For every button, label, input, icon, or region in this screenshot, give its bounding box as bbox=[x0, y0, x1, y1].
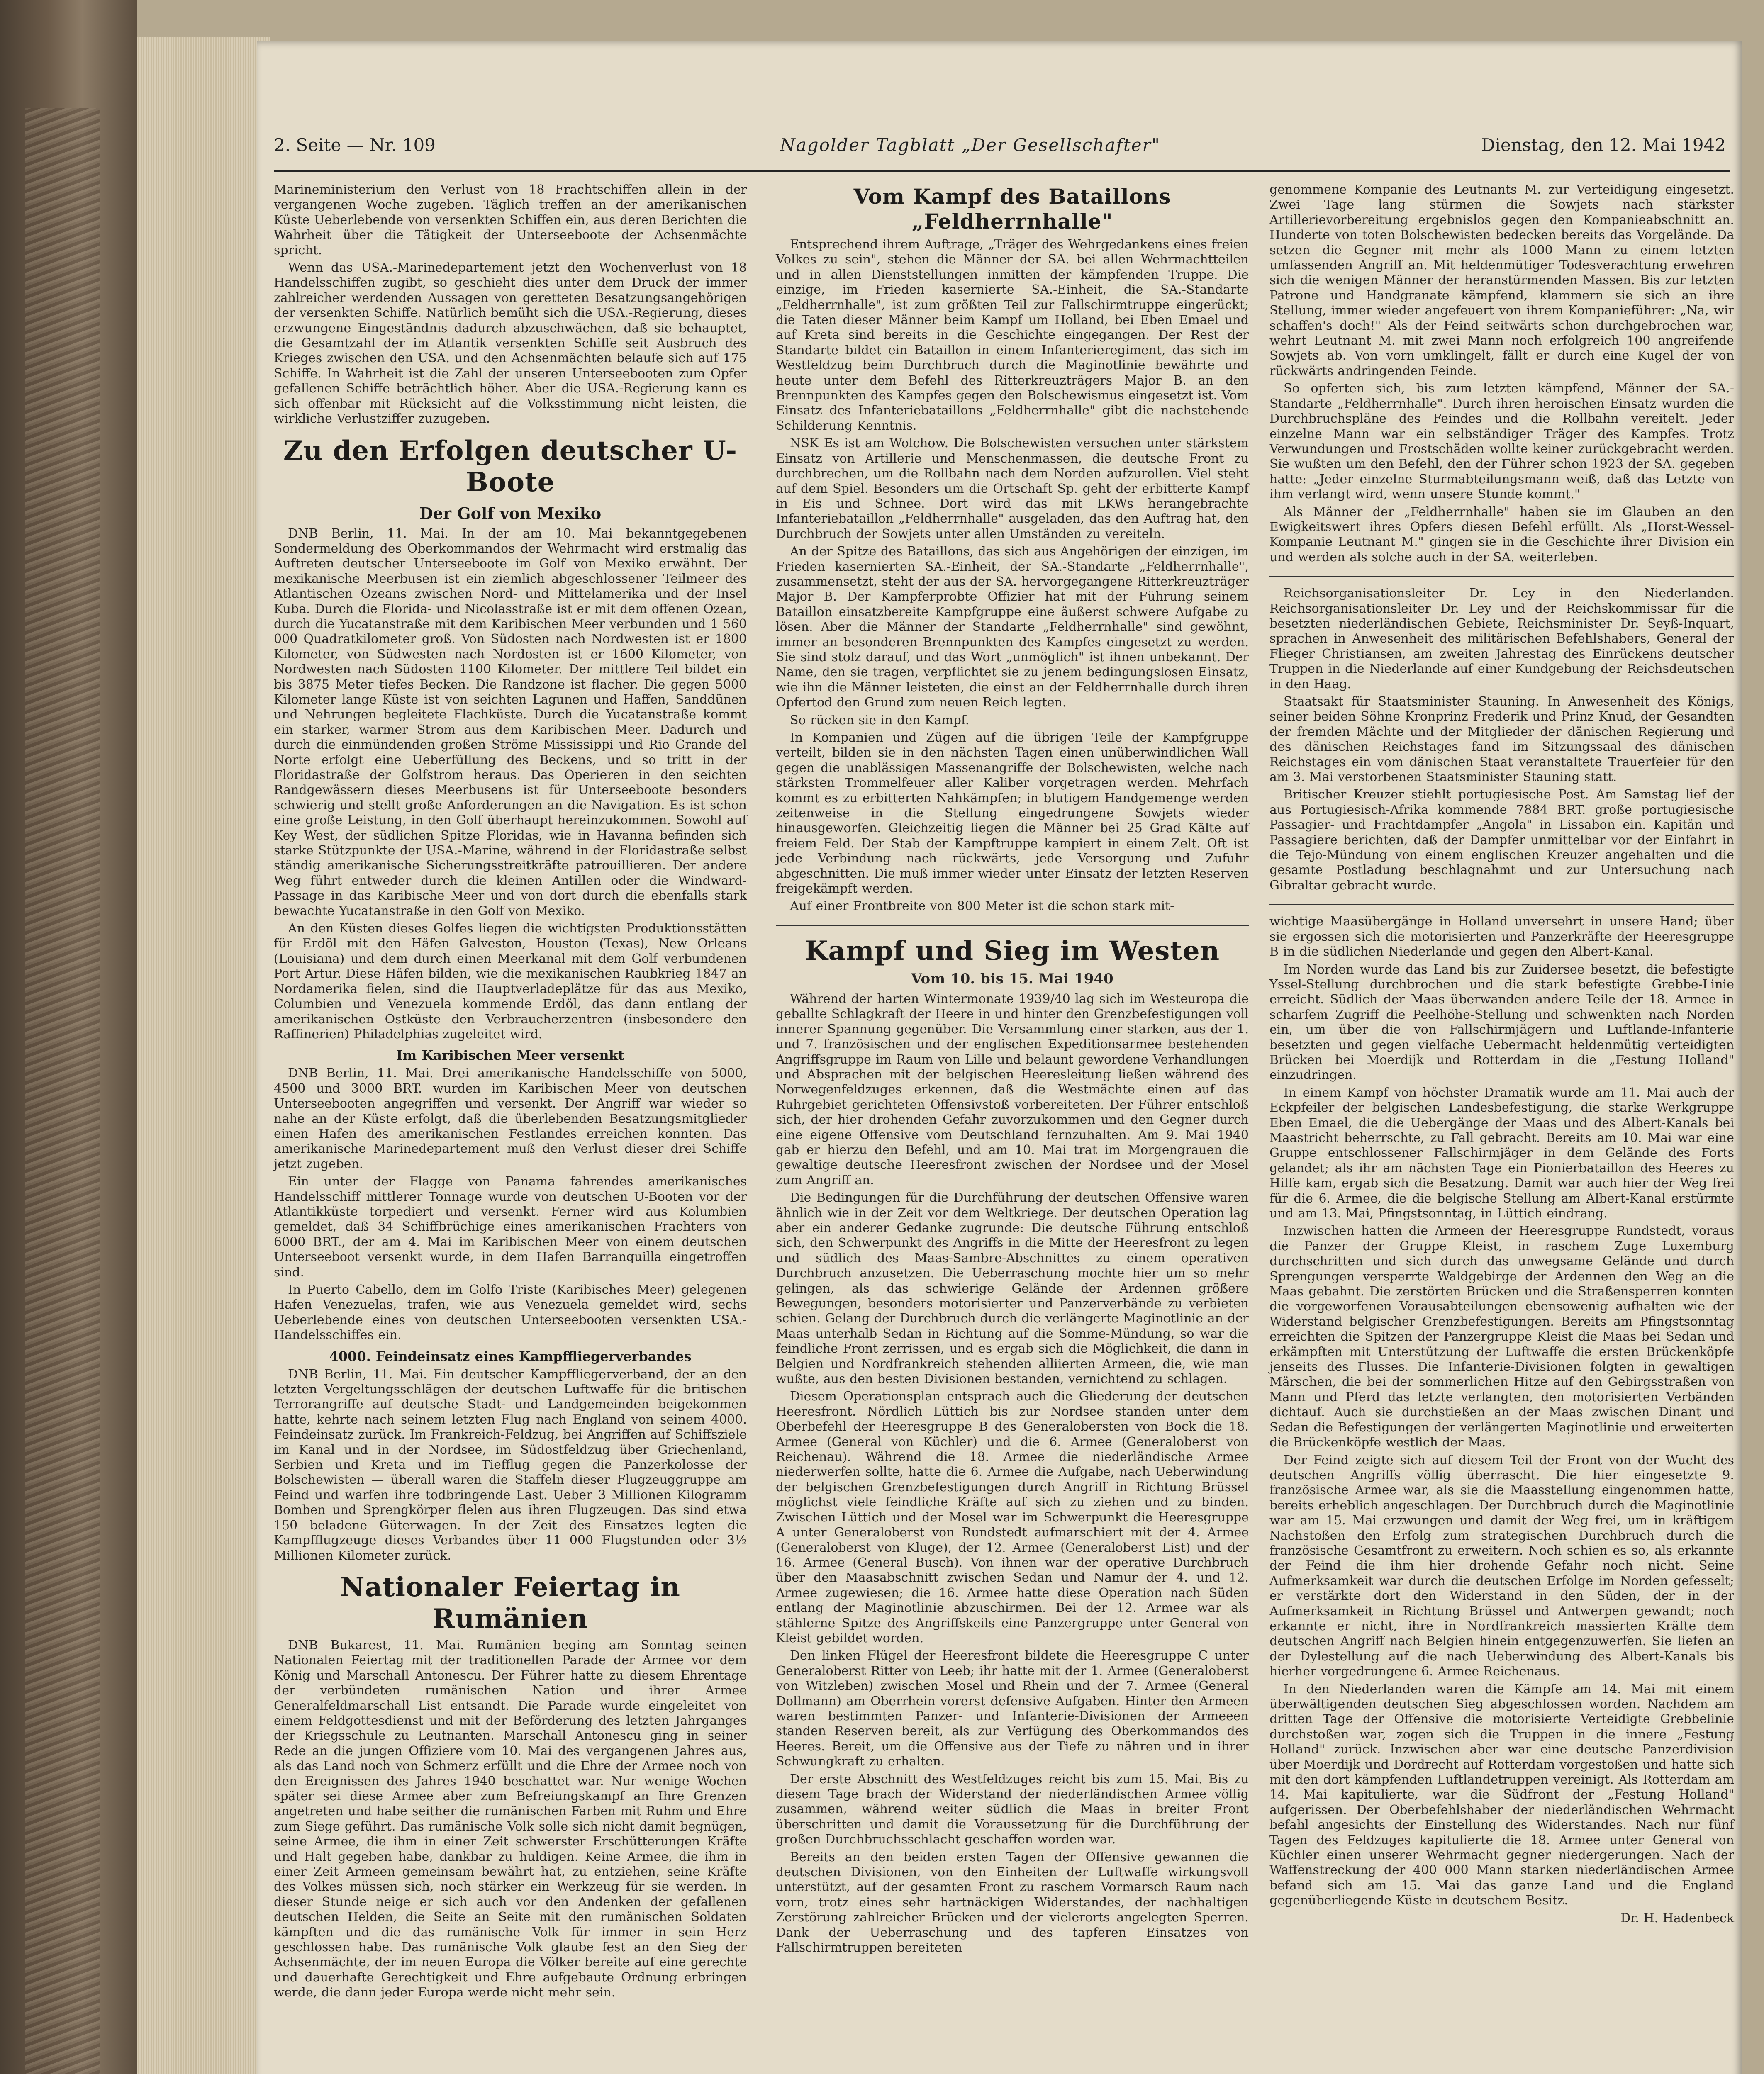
article-text: Als Männer der „Feldherrnhalle" haben sie im Glauben an den Ewigkeitswert ihres Opfers diesen Befehl erfüllt. Als „Horst-Wessel-Kompanie Leutnant M." gingen sie in die Geschichte ihrer Division ein und werden als solche auch in der SA. weiterleben. bbox=[1269, 504, 1734, 565]
news-brief: Reichsorganisationsleiter Dr. Ley in den Niederlanden. Reichsorganisationsleiter Dr. Ley und der Reichskommissar für die besetzten niederländischen Gebiete, Reichsminister Dr. Seyß-Inquart, sprachen in Anwesenheit des militärischen Befehlshabers, General der Flieger Christiansen, am zweiten Jahrestag des Einrückens deutscher Truppen in die Niederlande auf einer Kundgebung der Reichsdeutschen in den Haag. bbox=[1269, 586, 1734, 691]
article-text: Die Bedingungen für die Durchführung der deutschen Offensive waren ähnlich wie in der Zeit vor dem Weltkriege. Der deutschen Operation lag aber ein anderer Gedanke zugrunde: Die deutsche Führung entschloß sich, den Schwerpunkt des Angriffs in die Mitte der Heeresfront zu legen und südlich des Maas-Sambre-Abschnittes zu einem operativen Durchbruch anzusetzen. Die Ueberraschung mochte hier um so mehr gelingen, als das schwierige Gelände der Ardennen größere Bewegungen, besonders motorisierter und Panzerverbände zu verbieten schien. Gelang der Durchbruch durch die verlängerte Maginotlinie an der Maas unterhalb Sedan in Richtung auf die Somme-Mündung, so war die feindliche Front zerrissen, und es ergab sich die Möglichkeit, die dann in Belgien und Nordfrankreich stehenden alliierten Armeen, die, wie man wußte, aus den besten Divisionen bestanden, vernichtend zu schlagen. bbox=[776, 1190, 1249, 1387]
column-3 bbox=[1269, 183, 1734, 1926]
article-text: Auf einer Frontbreite von 800 Meter ist die schon stark mit- bbox=[790, 899, 1174, 914]
headline: Nationaler Feiertag in Rumänien bbox=[340, 1571, 680, 1634]
article-text: So rücken sie in den Kampf. bbox=[790, 713, 970, 728]
marbled-edge bbox=[25, 108, 100, 2074]
column-1 bbox=[274, 183, 747, 2003]
article-text: DNB Berlin, 11. Mai. Ein deutscher Kampffliegerverband, der an den letzten Vergeltungsschlägen der deutschen Luftwaffe für die britischen Terrorangriffe auf deutsche Stadt- und Landgemeinden beigekommen hatte, kehrte nach seinem letzten Flug nach England von seinem 4000. Feindeinsatz zurück. Im Frankreich-Feldzug, bei Angriffen auf Schiffsziele im Kanal und in der Nordsee, im Südostfeldzug über Griechenland, Serbien und Kreta und im Tiefflug gegen die Panzerkolosse der Bolschewisten — überall waren die Staffeln dieser Flugzeuggruppe am Feind und warfen ihre todbringende Last. Ueber 3 Millionen Kilogramm Bomben und Sprengkörper flelen aus ihren Flugzeugen. Das sind etwa 150 beladene Güterwagen. In der Zeit des Einsatzes legten die Kampfflugzeuge dieses Verbandes über 11 000 Flugstunden oder 3½ Millionen Kilometer zurück. bbox=[274, 1367, 747, 1563]
article-text: genommene Kompanie des Leutnants M. zur Verteidigung eingesetzt. Zwei Tage lang stürmen die Sowjets nach stärkster Artillerievorbereitung ergebnislos gegen den Kompanieabschnitt an. Hunderte von toten Bolschewisten bedecken bereits das Vorgelände. Da setzen die Gegner mit mehr als 1000 Mann zu einem letzten umfassenden Angriff an. Mit heldenmütiger Todesverachtung erwehren sich die wenigen Männer der heranstürmenden Massen. Bis zur letzten Patrone und Handgranate kämpfend, klammern sie sich an ihre Stellung, immer wieder angefeuert von ihrem Kompanieführer: „Na, wir schaffen's doch!" Als der Feind seitwärts schon durchgebrochen war, wehrt Leutnant M. mit zwei Mann noch erfolgreich 100 angreifende Sowjets ab. Von vorn umklingelt, fällt er durch eine Kugel der von rückwärts andringenden Feinde. bbox=[1269, 183, 1734, 378]
article-text: Der Feind zeigte sich auf diesem Teil der Front von der Wucht des deutschen Angriffs völlig überrascht. Die hier eingesetzte 9. französische Armee war, als sie die Maasstellung eingenommen hatte, bereits erheblich angeschlagen. Der Durchbruch durch die Maginotlinie war am 15. Mai erzwungen und damit der Weg frei, um in kräftigem Nachstoßen den Erfolg zum strategischen Durchbruch durch die französische Gesamtfront zu erweitern. Noch schien es so, als erkannte der Feind die ihm hier drohende Gefahr noch nicht. Seine Aufmerksamkeit war durch die deutschen Erfolge im Norden gefesselt; er verstärkte dort den Widerstand in den Süden, der in der Aufmerksamkeit in Richtung Brüssel und Antwerpen gewandt; noch erkannte er nicht, ihre in Nordfrankreich massierten Kräfte dem deutschen Angriff nach Belgien hinein entgegenzuwerfen. Sie liefen an der Dylestellung auf die nach Ueberwindung des Albert-Kanals bis hierher vorgedrungene 6. Armee Reichenaus. bbox=[1269, 1453, 1734, 1679]
article-text: DNB Berlin, 11. Mai. In der am 10. Mai bekanntgegebenen Sondermeldung des Oberkommandos der Wehrmacht wird erstmalig das Auftreten deutscher Unterseeboote im Golf von Mexiko erwähnt. Der mexikanische Meerbusen ist ein ziemlich abgeschlossener Teilmeer des Atlantischen Ozeans zwischen Nord- und Mittelamerika und der Insel Kuba. Durch die Florida- und Nicolasstraße ist er mit dem offenen Ozean, durch die Yucatanstraße mit dem Karibischen Meer verbunden und 1 560 000 Quadratkilometer groß. Von Südosten nach Nordwesten ist er 1800 Kilometer, von Südwesten nach Nordosten ist er 1600 Kilometer, von Nordwesten nach Südosten 1100 Kilometer. Der mittlere Teil bildet ein bis 3875 Meter tiefes Becken. Die Randzone ist flacher. Die gegen 5000 Kilometer lange Küste ist von seichten Lagunen und Haffen, Sanddünen und Nehrungen begleitete Flachküste. Durch die Yucatanstraße kommt ein starker, warmer Strom aus dem Karibischen Meer. Dadurch und durch die einmündenden großen Ströme Mississippi und Rio Grande del Norte erfolgt eine Ueberfüllung des Beckens, und so tritt in der Floridastraße der Golfstrom heraus. Das Operieren in den seichten Randgewässern dieses Meerbusens ist für Unterseeboote besonders schwierig und stellt große Anforderungen an die Navigation. Es ist schon eine große Leistung, in den Golf überhaupt hereinzukommen. Sowohl auf Key West, der südlichen Spitze Floridas, wie in Havanna befinden sich starke Stützpunkte der USA.-Marine, während in der Floridastraße selbst ständig amerikanische Sicherungsstreitkräfte patrouillieren. Der andere Weg führt entweder durch die kleinen Antillen oder die Windward-Passage in das Karibische Meer und von dort durch die ebenfalls stark bewachte Yucatanstraße in den Golf von Mexiko. bbox=[274, 526, 747, 918]
issue-date: Dienstag, den 12. Mai 1942 bbox=[1481, 135, 1726, 155]
article-text: An der Spitze des Bataillons, das sich aus Angehörigen der einzigen, im Frieden kasernierten SA.-Einheit, der SA.-Standarte „Feldherrnhalle", zusammensetzt, steht der aus der SA. hervorgegangene Ritterkreuzträger Major B. Der Kampferprobte Offizier hat mit der Führung seinem Bataillon einsatzbereite Kampfgruppe eine äußerst schwere Aufgabe zu lösen. Aber die Männer der Standarte „Feldherrnhalle" sind gewöhnt, immer an besonderen Brennpunkten des Kampfes eingesetzt zu werden. Sie sind stolz darauf, und das Wort „unmöglich" ist ihnen unbekannt. Der Name, den sie tragen, verpflichtet sie zu jenem bedingungslosen Einsatz, wie ihn die Männer leisteten, die einst an der Feldherrnhalle durch ihren Opfertod den Grund zum neuen Reich legten. bbox=[776, 544, 1249, 710]
article-text: Entsprechend ihrem Auftrage, „Träger des Wehrgedankens eines freien Volkes zu sein", stehen die Männer der SA. bei allen Wehrmachtteilen und in allen Dienststellungen inmitten der kämpfenden Truppe. Die einzige, im Frieden kasernierte SA.-Einheit, die SA.-Standarte „Feldherrnhalle", ist zum größten Teil zur Fallschirmtruppe eingerückt; die Taten dieser Männer beim Kampf um Holland, bei Eben Emael und auf Kreta sind bereits in die Geschichte eingegangen. Der Rest der Standarte bildet ein Bataillon in einem Infanterieregiment, das sich im Westfeldzug beim Durchbruch durch die Maginotlinie bewährte und heute unter dem Befehl des Ritterkreuzträgers Major B. an den Brennpunkten des Kampfes gegen den Bolschewismus eingesetzt ist. Vom Einsatz des Infanteriebataillons „Feldherrnhalle" gibt die nachstehende Schilderung Kenntnis. bbox=[776, 237, 1249, 433]
article-text: Marineministerium den Verlust von 18 Frachtschiffen allein in der vergangenen Woche zugeben. Täglich treffen an der amerikanischen Küste Ueberlebende von versenkten Schiffen ein, aus deren Berichten die Wahrheit über die Tätigkeit der Unterseeboote der Achsenmächte spricht. bbox=[274, 183, 747, 258]
article-text: Inzwischen hatten die Armeen der Heeresgruppe Rundstedt, voraus die Panzer der Gruppe Kleist, in raschem Zuge Luxemburg durchschritten und sich durch das unwegsame Gelände und durch Sprengungen versperrte Waldgebirge der Ardennen den Weg an die Maas gebahnt. Die zerstörten Brücken und die Straßensperren konnten die vorgeworfenen Vorausabteilungen ebensowenig aufhalten wie der Widerstand belgischer Grenzbefestigungen. Bereits am Pfingstsonntag erreichten die Spitzen der Panzergruppe Kleist die Maas bei Sedan und erkämpften mit Unterstützung der Luftwaffe die ersten Brückenköpfe jenseits des Flusses. Die Infanterie-Divisionen folgten in gewaltigen Märschen, die bei der sommerlichen Hitze auf den Gebirgsstraßen von Mann und Pferd das letzte verlangten, den motorisierten Verbänden dichtauf. Auch sie durchstießen an der Maas zwischen Dinant und Sedan die Befestigungen der verlängerten Maginotlinie und erweiterten die Brückenköpfe westlich der Maas. bbox=[1269, 1224, 1734, 1450]
news-brief: Britischer Kreuzer stiehlt portugiesische Post. Am Samstag lief der aus Portugiesisch-Afrika kommende 7884 BRT. große portugiesische Passagier- und Frachtdampfer „Angola" in Lissabon ein. Kapitän und Passagiere berichten, daß der Dampfer unmittelbar vor der Einfahrt in die Tejo-Mündung von einem englischen Kreuzer angehalten und die gesamte Postladung beschlagnahmt und zur Untersuchung nach Gibraltar gebracht wurde. bbox=[1269, 787, 1734, 893]
section-divider bbox=[1269, 576, 1734, 577]
subheadline: Der Golf von Mexiko bbox=[419, 504, 602, 523]
newspaper-page bbox=[257, 41, 1742, 2074]
article-text: In Puerto Cabello, dem im Golfo Triste (Karibisches Meer) gelegenen Hafen Venezuelas, trafen, wie aus Venezuela gemeldet wird, sechs Ueberlebende eines von deutschen Unterseebooten versenkten USA.-Handelsschiffes ein. bbox=[274, 1283, 747, 1343]
column-2 bbox=[776, 183, 1249, 1958]
headline: Vom Kampf des Bataillons „Feldherrnhalle" bbox=[853, 184, 1171, 234]
section-divider bbox=[776, 925, 1249, 926]
article-text: In einem Kampf von höchster Dramatik wurde am 11. Mai auch der Eckpfeiler der belgischen Landesbefestigung, die starke Werkgruppe Eben Emael, die die Uebergänge der Maas und des Albert-Kanals bei Maastricht beherrschte, zu Fall gebracht. Bereits am 10. Mai war eine Gruppe entschlossener Fallschirmjäger in dem Gelände des Forts gelandet; als ihr am nächsten Tage ein Pionierbataillon des Heeres zu Hilfe kam, ergab sich die Besatzung. Damit war auch hier der Weg frei für die 6. Armee, die die belgische Stellung am Albert-Kanal erstürmte und am 13. Mai, Pfingstsonntag, in Lüttich eindrang. bbox=[1269, 1085, 1734, 1221]
article-text: DNB Berlin, 11. Mai. Drei amerikanische Handelsschiffe von 5000, 4500 und 3000 BRT. wurden im Karibischen Meer von deutschen Unterseebooten angegriffen und versenkt. Der Angriff war wieder so nahe an der Küste erfolgt, daß die überlebenden Besatzungsmitglieder einen Hafen des amerikanischen Festlandes erreichen konnten. Das amerikanische Marinedepartement muß den Verlust dieser drei Schiffe jetzt zugeben. bbox=[274, 1066, 747, 1171]
page-number: 2. Seite — Nr. 109 bbox=[274, 135, 436, 155]
page-stack-edges bbox=[137, 37, 270, 2074]
article-text: wichtige Maasübergänge in Holland unversehrt in unsere Hand; über sie ergossen sich die motorisierten und Panzerkräfte der Heeresgruppe B in die südlichen Niederlande und gegen den Albert-Kanal. bbox=[1269, 914, 1734, 959]
article-text: NSK Es ist am Wolchow. Die Bolschewisten versuchen unter stärkstem Einsatz von Artillerie und Menschenmassen, die deutsche Front zu durchbrechen, um die Rollbahn nach dem Norden aufzurollen. Viel steht auf dem Spiel. Besonders um die Ortschaft Sp. geht der erbitterte Kampf in Eis und Schnee. Dort wird das mit LKWs herangebrachte Infanteriebataillon „Feldherrnhalle" ausgeladen, das den Auftrag hat, den Durchbruch der Sowjets unter allen Umständen zu vereiteln. bbox=[776, 436, 1249, 541]
section-divider bbox=[1269, 904, 1734, 905]
article-text: So opferten sich, bis zum letzten kämpfend, Männer der SA.-Standarte „Feldherrnhalle". Durch ihren heroischen Einsatz wurden die Durchbruchspläne des Feindes und die Rollbahn vereitelt. Jeder einzelne Mann war ein selbständiger Träger des Kampfes. Trotz Verwundungen und Frostschäden wollte keiner zurückgebracht werden. Sie wußten um den Befehl, den der Führer schon 1923 der SA. gegeben hatte: „Jeder einzelne Sturmabteilungsmann weiß, daß das Letzte von ihm verlangt wird, wenn unsere Stunde kommt." bbox=[1269, 381, 1734, 502]
article-text: Bereits an den beiden ersten Tagen der Offensive gewannen die deutschen Divisionen, von den Einheiten der Luftwaffe wirkungsvoll unterstützt, auf der gesamten Front zu raschem Vormarsch Raum nach vorn, trotz eines sehr hartnäckigen Widerstandes, der nachhaltigen Zerstörung zahlreicher Brücken und der vielerorts angelegten Sperren. Dank der Ueberraschung und des tapferen Einsatzes von Fallschirmtruppen bereiteten bbox=[776, 1850, 1249, 1955]
subheadline: Im Karibischen Meer versenkt bbox=[396, 1047, 624, 1064]
article-text: Ein unter der Flagge von Panama fahrendes amerikanisches Handelsschiff mittlerer Tonnage wurde von deutschen U-Booten vor der Atlantikküste torpediert und versenkt. Ferner wird aus Kolumbien gemeldet, daß 34 Schiffbrüchige eines amerikanischen Frachters von 6000 BRT., der am 4. Mai im Karibischen Meer von einem deutschen Unterseeboot versenkt wurde, in dem Hafen Barranquilla eingetroffen sind. bbox=[274, 1174, 747, 1280]
article-text: In den Niederlanden waren die Kämpfe am 14. Mai mit einem überwältigenden deutschen Sieg abgeschlossen worden. Nachdem am dritten Tage der Offensive die motorisierte Verteidigte Grebbelinie durchstoßen war, zogen sich die Truppen in die innere „Festung Holland" zurück. Inzwischen aber war eine deutsche Panzerdivision über Moerdijk und Dordrecht auf Rotterdam vorgestoßen und hatte sich mit den dort kämpfenden Luftlandetruppen vereinigt. Als Rotterdam am 14. Mai kapitulierte, war die Südfront der „Festung Holland" aufgerissen. Der Oberbefehlshaber der niederländischen Wehrmacht befahl angesichts der Einstellung des Widerstandes. Nach nur fünf Tagen des Feldzuges kapitulierte die 18. Armee unter General von Küchler einen unserer Wehrmacht gegner niedergerungen. Nach der Waffenstreckung der 400 000 Mann starken niederländischen Armee befand sich am 15. Mai das ganze Land und die England gegenüberliegende Küste in deutschem Besitz. bbox=[1269, 1682, 1734, 1908]
article-text: Den linken Flügel der Heeresfront bildete die Heeresgruppe C unter Generaloberst Ritter von Leeb; ihr hatte mit der 1. Armee (Generaloberst von Witzleben) zwischen Mosel und Rhein und der 7. Armee (General Dollmann) am Oberrhein vorerst defensive Aufgaben. Hinter den Armeen waren bestimmten Panzer- und Infanterie-Divisionen der Armeeen standen Reserven bereit, als zur Verfügung des Oberkommandos des Heeres. Bereit, um die Offensive aus der Tiefe zu nähren und in ihrer Schwungkraft zu erhalten. bbox=[776, 1648, 1249, 1769]
article-text: DNB Bukarest, 11. Mai. Rumänien beging am Sonntag seinen Nationalen Feiertag mit der traditionellen Parade der Armee vor dem König und Marschall Antonescu. Der Führer hatte zu diesem Ehrentage der verbündeten rumänischen Nation und ihrer Armee Generalfeldmarschall List entsandt. Die Parade wurde eingeleitet von einem Feldgottesdienst und mit der Beförderung des letzten Jahrganges der Kriegsschule zu Leutnanten. Marschall Antonescu ging in seiner Rede an die jungen Offiziere vom 10. Mai des vergangenen Jahres aus, als das Land noch von Schmerz erfüllt und die Ehre der Armee noch von den Ereignissen des Jahres 1940 beschattet war. Nur wenige Wochen später sei diese Armee aber zum Befreiungskampf an Ihre Grenzen angetreten und habe seither die rumänischen Farben mit Ruhm und Ehre zum Siege geführt. Das rumänische Volk solle sich nicht damit begnügen, seine Armee, die ihm in einer Zeit schwerster Erschütterungen Kräfte und Halt gegeben habe, dankbar zu huldigen. Keine Armee, die ihm in einer Zeit Armeen gemeinsam bewährt hat, zu entziehen, seine Kräfte des Volkes müssen sich, noch stärker ein Werkzeug für sie werden. In dieser Stunde neige er sich auch vor den Andenken der gefallenen deutschen Helden, die Seite an Seite mit den rumänischen Soldaten kämpften und die das rumänische Volk für immer in sein Herz geschlossen habe. Das rumänische Volk glaube fest an den Sieg der Achsenmächte, der im neuen Europa die Völker bereite auf eine gerechte und dauerhafte Gerechtigkeit und Ehre aufgebaute Ordnung erbringen werde, die dann jeder Europa werde nicht mehr sein. bbox=[274, 1638, 747, 2000]
article-text: Während der harten Wintermonate 1939/40 lag sich im Westeuropa die geballte Schlagkraft der Heere in und hinter den Grenzbefestigungen voll innerer Spannung gegenüber. Die Versammlung einer starken, aus der 1. und 7. französischen und der englischen Expeditionsarmee bestehenden Angriffsgruppe im Raum von Lille und belaunt gewordene Verhandlungen und Absprachen mit der belgischen Heeresleitung ließen während des Norwegenfeldzuges erkennen, daß die Westmächte einen auf das Ruhrgebiet gerichteten Offensivstoß vorbereiteten. Der Führer entschloß sich, der hier drohenden Gefahr zuvorzukommen und den Gegner durch eine eigene Offensive vom Deutschland fernzuhalten. Am 9. Mai 1940 gab er hierzu den Befehl, und am 10. Mai trat im Morgengrauen die gewaltige deutsche Heeresfront zwischen der Nordsee und der Mosel zum Angriff an. bbox=[776, 991, 1249, 1188]
header-rule bbox=[274, 170, 1730, 172]
news-brief: Staatsakt für Staatsminister Stauning. In Anwesenheit des Königs, seiner beiden Söhne Kronprinz Frederik und Prinz Knud, der Gesandten der fremden Mächte und der Mitglieder der dänischen Regierung und des dänischen Reichstages fand im Sitzungssaal des dänischen Reichstages ein vom dänischen Staat veranstaltete Trauerfeier für den am 3. Mai verstorbenen Staatsminister Stauning statt. bbox=[1269, 694, 1734, 785]
author-signature: Dr. H. Hadenbeck bbox=[1620, 1911, 1734, 1926]
article-text: Im Norden wurde das Land bis zur Zuidersee besetzt, die befestigte Yssel-Stellung durchbrochen und die stark befestigte Grebbe-Linie erreicht. Südlich der Maas überwanden andere Teile der 18. Armee in scharfem Zugriff die Peelhöhe-Stellung und schwenkten nach Norden ein, um über die von Fallschirmjägern und Luftlande-Infanterie besetzten und gegen vielfache Uebermacht heldenmütig verteidigten Brücken bei Moerdijk und Rotterdam in die „Festung Holland" einzudringen. bbox=[1269, 962, 1734, 1083]
masthead: Nagolder Tagblatt „Der Gesellschafter" bbox=[780, 135, 1160, 155]
article-text: An den Küsten dieses Golfes liegen die wichtigsten Produktionsstätten für Erdöl mit den Häfen Galveston, Houston (Texas), New Orleans (Louisiana) und dem durch einen Meerkanal mit dem Golf verbundenen Port Artur. Diese Häfen bilden, wie die mexikanischen Raubkrieg 1847 an Nordamerika fielen, sind die Hauptverladeplätze für das aus Mexiko, Columbien und Venezuela kommende Erdöl, das dann entlang der amerikanischen Ostküste den Verbraucherzentren (insbesondere den Raffinerien) Philadelphias zugeleitet wird. bbox=[274, 921, 747, 1042]
article-text: In Kompanien und Zügen auf die übrigen Teile der Kampfgruppe verteilt, bilden sie in den nächsten Tagen einen unüberwindlichen Wall gegen die unablässigen Massenangriffe der Bolschewisten, welche nach stärksten Trommelfeuer aller Kaliber vorgetragen werden. Mehrfach kommt es zu erbitterten Nahkämpfen; in blutigem Handgemenge werden zeitenweise in die Stellung eingedrungene Sowjets wieder hinausgeworfen. Gleichzeitig liegen die Männer bei 25 Grad Kälte auf freiem Feld. Der Stab der Kampftruppe kampiert in einem Zelt. Oft ist jede Verbindung nach rückwärts, jede Versorgung und Zufuhr abgeschnitten. Die muß immer wieder unter Einsatz der letzten Reserven freigekämpft werden. bbox=[776, 730, 1249, 896]
subheadline: 4000. Feindeinsatz eines Kampffliegerverbandes bbox=[329, 1348, 692, 1364]
headline: Zu den Erfolgen deutscher U-Boote bbox=[283, 435, 738, 498]
article-text: Der erste Abschnitt des Westfeldzuges reicht bis zum 15. Mai. Bis zu diesem Tage brach der Widerstand der niederländischen Armee völlig zusammen, während weiter südlich die Maas in breiter Front überschritten und damit die Voraussetzung für die Durchführung der großen Durchbruchsschlacht geschaffen worden war. bbox=[776, 1772, 1249, 1847]
headline: Kampf und Sieg im Westen bbox=[804, 935, 1220, 966]
article-text: Diesem Operationsplan entsprach auch die Gliederung der deutschen Heeresfront. Nördlich Lüttich bis zur Nordsee standen unter dem Oberbefehl der Heeresgruppe B des Generalobersten von Bock die 18. Armee (General von Küchler) und die 6. Armee (Generaloberst von Reichenau). Während die 18. Armee die niederländische Armee niederwerfen sollte, hatte die 6. Armee die Aufgabe, nach Ueberwindung der belgischen Grenzbefestigungen durch Angriff in Richtung Brüssel möglichst viele feindliche Kräfte auf sich zu ziehen und zu binden. Zwischen Lüttich und der Mosel war im Schwerpunkt die Heeresgruppe A unter Generaloberst von Rundstedt aufmarschiert mit der 4. Armee (Generaloberst von Kluge), der 12. Armee (Generaloberst List) und der 16. Armee (General Busch). Von ihnen war der operative Durchbruch über den Maasabschnitt zwischen Sedan und Namur der 4. und 12. Armee zugewiesen; die 16. Armee hatte diese Operation nach Süden entlang der Maginotlinie abzuschirmen. Bei der 12. Armee war als stählerne Spitze des Angriffskeils eine Panzergruppe unter General von Kleist gebildet worden. bbox=[776, 1389, 1249, 1646]
article-text: Wenn das USA.-Marinedepartement jetzt den Wochenverlust von 18 Handelsschiffen zugibt, so geschieht dies unter dem Druck der immer zahlreicher werdenden Aussagen von geretteten Besatzungsangehörigen der versenkten Schiffe. Natürlich bemüht sich die USA.-Regierung, dieses erzwungene Eingeständnis dadurch abzuschwächen, daß sie behauptet, die Gesamtzahl der im Atlantik versenkten Schiffe seit Ausbruch des Krieges zwischen den USA. und den Achsenmächten belaufe sich auf 175 Schiffe. In Wahrheit ist die Zahl der unseren Unterseebooten zum Opfer gefallenen Schiffe beträchtlich höher. Aber die USA.-Regierung kann es sich offenbar mit Rücksicht auf die Volksstimmung nicht leisten, die wirkliche Verlustziffer zuzugeben. bbox=[274, 260, 747, 426]
subheadline: Vom 10. bis 15. Mai 1940 bbox=[911, 970, 1113, 987]
